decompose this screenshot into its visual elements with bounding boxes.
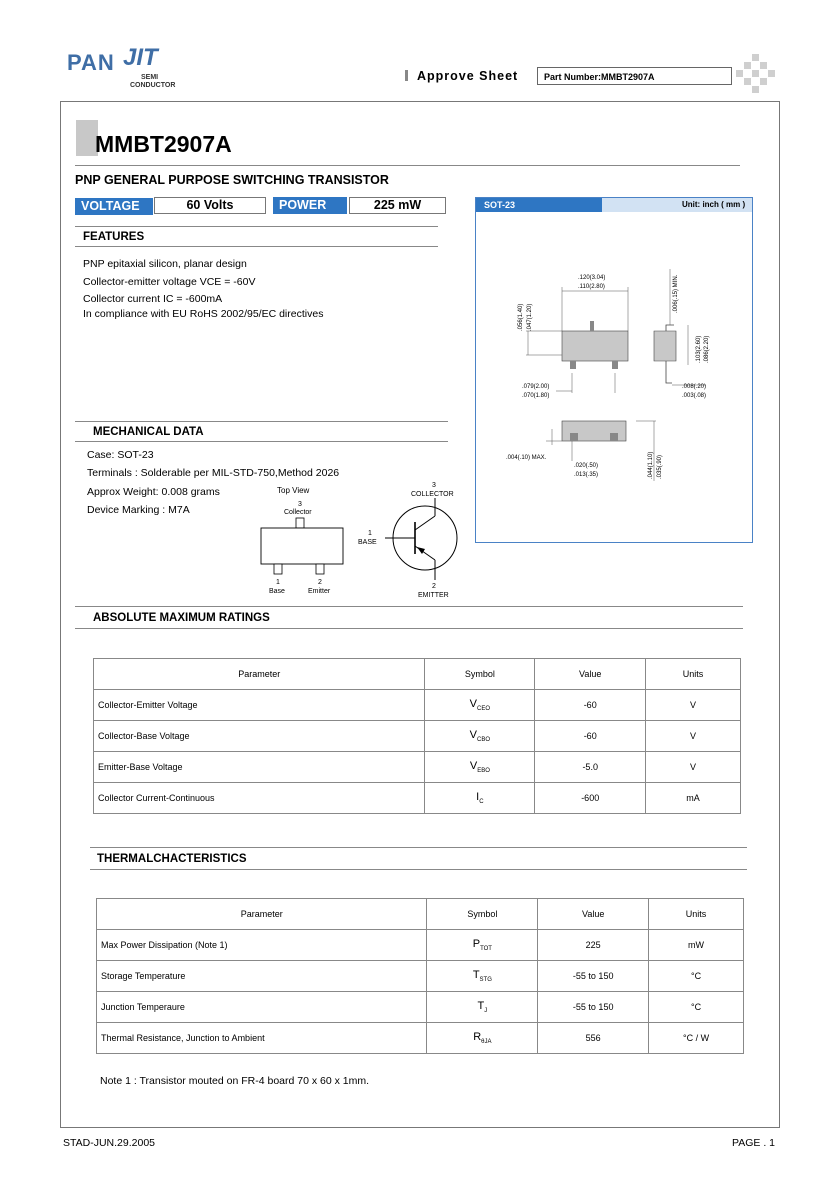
package-outline-drawing bbox=[476, 213, 752, 542]
value-cell: 556 bbox=[538, 1023, 649, 1054]
param-cell: Max Power Dissipation (Note 1) bbox=[97, 930, 427, 961]
dim-side-h2: .086(2.20) bbox=[704, 335, 710, 363]
footer-page: PAGE . 1 bbox=[732, 1137, 775, 1149]
table-row bbox=[97, 961, 744, 992]
param-cell: Thermal Resistance, Junction to Ambient bbox=[97, 1023, 427, 1054]
dim-width-top2: .110(2.80) bbox=[578, 284, 605, 290]
table-row bbox=[94, 690, 741, 721]
value-cell: -55 to 150 bbox=[538, 961, 649, 992]
table-header-row bbox=[94, 659, 741, 690]
abs-max-heading: ABSOLUTE MAXIMUM RATINGS bbox=[93, 612, 270, 624]
package-unit: Unit: inch ( mm ) bbox=[682, 200, 746, 209]
dim-lead-w: .079(2.00) bbox=[522, 384, 550, 390]
voltage-value: 60 Volts bbox=[154, 197, 266, 214]
mech-item: Terminals : Solderable per MIL-STD-750,Method 2026 bbox=[87, 467, 340, 479]
pin1-label: Base bbox=[269, 588, 285, 595]
pin3-number: 3 bbox=[298, 501, 302, 508]
thermal-heading: THERMALCHACTERISTICS bbox=[97, 853, 247, 865]
dim-foot2: .013(.35) bbox=[574, 472, 599, 478]
param-cell: Collector Current-Continuous bbox=[94, 783, 425, 814]
logo-conductor: CONDUCTOR bbox=[130, 82, 176, 89]
unit-cell: V bbox=[646, 690, 741, 721]
sym-pin2: 2 bbox=[432, 583, 436, 590]
dim-foot: .020(.50) bbox=[574, 463, 599, 469]
abs-rule-bottom bbox=[75, 628, 743, 629]
value-cell: -60 bbox=[535, 721, 646, 752]
unit-cell: V bbox=[646, 752, 741, 783]
dim-lead-w2: .070(1.80) bbox=[522, 393, 550, 399]
package-tag: SOT-23 bbox=[476, 198, 602, 212]
mech-rule-bottom bbox=[75, 441, 448, 442]
mech-item: Approx Weight: 0.008 grams bbox=[87, 486, 220, 498]
dim-side-min: .006(.15) MIN. bbox=[673, 274, 679, 313]
param-cell: Collector-Base Voltage bbox=[94, 721, 425, 752]
mech-rule-top bbox=[75, 421, 448, 422]
dim-height-left: .056(1.40) bbox=[518, 303, 524, 331]
symbol-cell: $T_{STG}$ bbox=[427, 961, 538, 992]
param-cell: Storage Temperature bbox=[97, 961, 427, 992]
feature-item: Collector current IC = -600mA bbox=[83, 293, 223, 305]
col-header: Units bbox=[649, 899, 744, 930]
sym-base: BASE bbox=[358, 539, 377, 546]
mechanical-heading: MECHANICAL DATA bbox=[93, 426, 204, 438]
symbol-cell: $V_{EBO}$ bbox=[425, 752, 535, 783]
approve-sheet-label: Approve Sheet bbox=[417, 69, 519, 83]
pinout-diagram bbox=[250, 480, 470, 605]
sym-pin3: 3 bbox=[432, 482, 436, 489]
param-cell: Collector-Emitter Voltage bbox=[94, 690, 425, 721]
table-row bbox=[97, 930, 744, 961]
pin3-label: Collector bbox=[284, 509, 312, 516]
abs-rule-top bbox=[75, 606, 743, 607]
value-cell: -55 to 150 bbox=[538, 992, 649, 1023]
top-view-label: Top View bbox=[277, 486, 310, 495]
approve-marker bbox=[405, 70, 408, 81]
dim-thick: .008(.20) bbox=[682, 384, 707, 390]
voltage-label: VOLTAGE bbox=[75, 198, 153, 215]
col-header: Value bbox=[538, 899, 649, 930]
param-cell: Junction Temperaure bbox=[97, 992, 427, 1023]
subtitle: PNP GENERAL PURPOSE SWITCHING TRANSISTOR bbox=[75, 173, 389, 187]
power-label: POWER bbox=[273, 197, 347, 214]
pin2-number: 2 bbox=[318, 579, 322, 586]
power-value: 225 mW bbox=[349, 197, 446, 214]
thermal-table bbox=[96, 898, 744, 1054]
features-heading: FEATURES bbox=[83, 231, 145, 243]
thermal-note: Note 1 : Transistor mouted on FR-4 board 70 x 60 x 1mm. bbox=[100, 1075, 370, 1087]
value-cell: -600 bbox=[535, 783, 646, 814]
dim-width-top: .120(3.04) bbox=[578, 275, 606, 281]
sym-emitter: EMITTER bbox=[418, 592, 449, 599]
value-cell: -60 bbox=[535, 690, 646, 721]
title-rule bbox=[75, 165, 740, 166]
abs-max-table bbox=[93, 658, 741, 814]
sym-collector: COLLECTOR bbox=[411, 491, 454, 498]
col-header: Parameter bbox=[94, 659, 425, 690]
thermal-rule-bottom bbox=[90, 869, 747, 870]
feature-item: Collector-emitter voltage VCE = -60V bbox=[83, 276, 256, 288]
dim-max: .004(.10) MAX. bbox=[506, 455, 547, 461]
dim-height-left2: .047(1.20) bbox=[527, 303, 533, 331]
col-header: Units bbox=[646, 659, 741, 690]
symbol-cell: $T_J$ bbox=[427, 992, 538, 1023]
value-cell: 225 bbox=[538, 930, 649, 961]
dim-thick2: .003(.08) bbox=[682, 393, 707, 399]
table-row bbox=[97, 992, 744, 1023]
logo-subtitle bbox=[130, 74, 175, 90]
dim-tot-h2: .035(.90) bbox=[657, 454, 663, 479]
features-rule-top bbox=[75, 226, 438, 227]
table-row bbox=[94, 752, 741, 783]
sym-pin1: 1 bbox=[368, 530, 372, 537]
footer-date: STAD-JUN.29.2005 bbox=[63, 1137, 156, 1149]
table-row bbox=[94, 783, 741, 814]
part-number-box: Part Number:MMBT2907A bbox=[537, 67, 732, 85]
logo-jit: JIT bbox=[123, 44, 158, 71]
mech-item: Device Marking : M7A bbox=[87, 504, 190, 516]
table-header-row bbox=[97, 899, 744, 930]
col-header: Value bbox=[535, 659, 646, 690]
features-rule-bottom bbox=[75, 246, 438, 247]
symbol-cell: $I_C$ bbox=[425, 783, 535, 814]
dim-side-h: .103(2.60) bbox=[696, 335, 702, 363]
pin1-number: 1 bbox=[276, 579, 280, 586]
symbol-cell: $P_{TOT}$ bbox=[427, 930, 538, 961]
symbol-cell: $V_{CEO}$ bbox=[425, 690, 535, 721]
symbol-cell: $V_{CBO}$ bbox=[425, 721, 535, 752]
feature-item: PNP epitaxial silicon, planar design bbox=[83, 258, 247, 270]
unit-cell: °C / W bbox=[649, 1023, 744, 1054]
pin2-label: Emitter bbox=[308, 588, 331, 595]
col-header: Symbol bbox=[427, 899, 538, 930]
unit-cell: mA bbox=[646, 783, 741, 814]
mech-item: Case: SOT-23 bbox=[87, 449, 154, 461]
dim-tot-h: .044(1.10) bbox=[648, 451, 654, 479]
page-title: MMBT2907A bbox=[95, 131, 232, 157]
unit-cell: °C bbox=[649, 992, 744, 1023]
col-header: Parameter bbox=[97, 899, 427, 930]
value-cell: -5.0 bbox=[535, 752, 646, 783]
col-header: Symbol bbox=[425, 659, 535, 690]
symbol-cell: $R_{\theta JA}$ bbox=[427, 1023, 538, 1054]
table-row bbox=[94, 721, 741, 752]
unit-cell: mW bbox=[649, 930, 744, 961]
logo-semi: SEMI bbox=[141, 74, 159, 81]
unit-cell: °C bbox=[649, 961, 744, 992]
param-cell: Emitter-Base Voltage bbox=[94, 752, 425, 783]
unit-cell: V bbox=[646, 721, 741, 752]
thermal-rule-top bbox=[90, 847, 747, 848]
logo-pan: PAN bbox=[67, 50, 115, 75]
table-row bbox=[97, 1023, 744, 1054]
feature-item: In compliance with EU RoHS 2002/95/EC directives bbox=[83, 308, 324, 320]
